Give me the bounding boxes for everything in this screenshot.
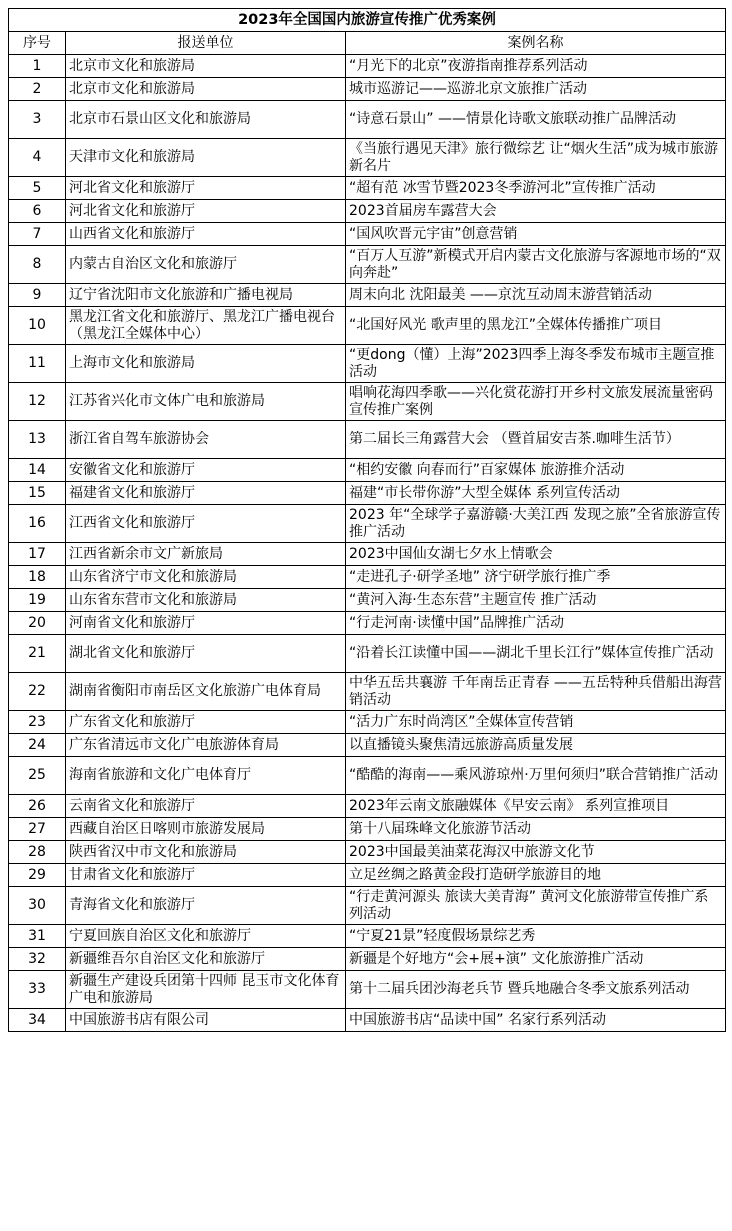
- row-case-name: 福建“市长带你游”大型全媒体 系列宣传活动: [346, 482, 726, 505]
- table-row: [9, 284, 726, 307]
- row-case-name: 2023中国仙女湖七夕水上情歌会: [346, 543, 726, 566]
- row-index: 2: [9, 78, 66, 101]
- row-index: 8: [9, 246, 66, 284]
- table-row: [9, 177, 726, 200]
- row-index: 3: [9, 101, 66, 139]
- row-case-name: 唱响花海四季歌——兴化赏花游打开乡村文旅发展流量密码宣传推广案例: [346, 383, 726, 421]
- row-case-name: 2023 年“全球学子嘉游赣·大美江西 发现之旅”全省旅游宣传推广活动: [346, 505, 726, 543]
- row-reporting-unit: 福建省文化和旅游厅: [66, 482, 346, 505]
- row-reporting-unit: 上海市文化和旅游局: [66, 345, 346, 383]
- row-reporting-unit: 天津市文化和旅游局: [66, 139, 346, 177]
- row-index: 17: [9, 543, 66, 566]
- row-index: 28: [9, 841, 66, 864]
- row-reporting-unit: 内蒙古自治区文化和旅游厅: [66, 246, 346, 284]
- row-index: 32: [9, 948, 66, 971]
- row-case-name: “月光下的北京”夜游指南推荐系列活动: [346, 55, 726, 78]
- column-header-unit: 报送单位: [66, 32, 346, 55]
- table-row: [9, 948, 726, 971]
- table-row: [9, 421, 726, 459]
- row-index: 18: [9, 566, 66, 589]
- table-row: [9, 841, 726, 864]
- row-case-name: 第十八届珠峰文化旅游节活动: [346, 818, 726, 841]
- row-index: 11: [9, 345, 66, 383]
- table-row: [9, 971, 726, 1009]
- table-title: 2023年全国国内旅游宣传推广优秀案例: [9, 9, 726, 32]
- row-case-name: “宁夏21景”轻度假场景综艺秀: [346, 925, 726, 948]
- row-case-name: “沿着长江读懂中国——湖北千里长江行”媒体宣传推广活动: [346, 635, 726, 673]
- row-reporting-unit: 广东省清远市文化广电旅游体育局: [66, 734, 346, 757]
- row-index: 22: [9, 673, 66, 711]
- row-case-name: 第十二届兵团沙海老兵节 暨兵地融合冬季文旅系列活动: [346, 971, 726, 1009]
- row-case-name: “国风吹晋元宇宙”创意营销: [346, 223, 726, 246]
- row-case-name: 中国旅游书店“品读中国” 名家行系列活动: [346, 1009, 726, 1032]
- row-index: 21: [9, 635, 66, 673]
- row-case-name: “百万人互游”新模式开启内蒙古文化旅游与客源地市场的“双向奔赴”: [346, 246, 726, 284]
- table-row: [9, 101, 726, 139]
- cases-table: [8, 8, 726, 1032]
- column-header-index: 序号: [9, 32, 66, 55]
- row-reporting-unit: 河南省文化和旅游厅: [66, 612, 346, 635]
- row-reporting-unit: 河北省文化和旅游厅: [66, 200, 346, 223]
- row-case-name: 《当旅行遇见天津》旅行微综艺 让“烟火生活”成为城市旅游新名片: [346, 139, 726, 177]
- row-index: 30: [9, 887, 66, 925]
- header-row: [9, 32, 726, 55]
- row-reporting-unit: 广东省文化和旅游厅: [66, 711, 346, 734]
- row-case-name: 第二届长三角露营大会 （暨首届安吉茶.咖啡生活节）: [346, 421, 726, 459]
- column-header-case: 案例名称: [346, 32, 726, 55]
- row-reporting-unit: 北京市文化和旅游局: [66, 78, 346, 101]
- row-case-name: 2023年云南文旅融媒体《早安云南》 系列宣推项目: [346, 795, 726, 818]
- row-index: 16: [9, 505, 66, 543]
- row-reporting-unit: 山西省文化和旅游厅: [66, 223, 346, 246]
- row-index: 5: [9, 177, 66, 200]
- row-index: 4: [9, 139, 66, 177]
- table-row: [9, 612, 726, 635]
- row-reporting-unit: 辽宁省沈阳市文化旅游和广播电视局: [66, 284, 346, 307]
- row-case-name: 城市巡游记——巡游北京文旅推广活动: [346, 78, 726, 101]
- row-reporting-unit: 山东省东营市文化和旅游局: [66, 589, 346, 612]
- row-reporting-unit: 北京市文化和旅游局: [66, 55, 346, 78]
- row-case-name: “更dong（懂）上海”2023四季上海冬季发布城市主题宣推活动: [346, 345, 726, 383]
- row-case-name: “行走河南·读懂中国”品牌推广活动: [346, 612, 726, 635]
- table-body: [9, 55, 726, 1032]
- row-case-name: “行走黄河源头 旅读大美青海” 黄河文化旅游带宣传推广系列活动: [346, 887, 726, 925]
- table-row: [9, 673, 726, 711]
- row-reporting-unit: 江西省文化和旅游厅: [66, 505, 346, 543]
- row-case-name: 新疆是个好地方“会+展+演” 文化旅游推广活动: [346, 948, 726, 971]
- row-reporting-unit: 山东省济宁市文化和旅游局: [66, 566, 346, 589]
- row-case-name: “北国好风光 歌声里的黑龙江”全媒体传播推广项目: [346, 307, 726, 345]
- row-reporting-unit: 陕西省汉中市文化和旅游局: [66, 841, 346, 864]
- table-row: [9, 78, 726, 101]
- row-reporting-unit: 浙江省自驾车旅游协会: [66, 421, 346, 459]
- table-row: [9, 139, 726, 177]
- table-row: [9, 307, 726, 345]
- table-row: [9, 55, 726, 78]
- table-row: [9, 864, 726, 887]
- row-case-name: “超有范 冰雪节暨2023冬季游河北”宣传推广活动: [346, 177, 726, 200]
- row-case-name: 周末向北 沈阳最美 ——京沈互动周末游营销活动: [346, 284, 726, 307]
- table-row: [9, 925, 726, 948]
- row-index: 26: [9, 795, 66, 818]
- table-row: [9, 505, 726, 543]
- row-index: 24: [9, 734, 66, 757]
- row-index: 14: [9, 459, 66, 482]
- table-row: [9, 459, 726, 482]
- row-case-name: “活力广东时尚湾区”全媒体宣传营销: [346, 711, 726, 734]
- row-case-name: “相约安徽 向春而行”百家媒体 旅游推介活动: [346, 459, 726, 482]
- row-index: 34: [9, 1009, 66, 1032]
- table-row: [9, 200, 726, 223]
- row-index: 31: [9, 925, 66, 948]
- row-reporting-unit: 宁夏回族自治区文化和旅游厅: [66, 925, 346, 948]
- row-index: 15: [9, 482, 66, 505]
- table-row: [9, 543, 726, 566]
- row-reporting-unit: 湖南省衡阳市南岳区文化旅游广电体育局: [66, 673, 346, 711]
- row-index: 27: [9, 818, 66, 841]
- row-index: 1: [9, 55, 66, 78]
- row-index: 33: [9, 971, 66, 1009]
- row-reporting-unit: 湖北省文化和旅游厅: [66, 635, 346, 673]
- row-reporting-unit: 江西省新余市文广新旅局: [66, 543, 346, 566]
- row-reporting-unit: 安徽省文化和旅游厅: [66, 459, 346, 482]
- row-reporting-unit: 青海省文化和旅游厅: [66, 887, 346, 925]
- row-reporting-unit: 中国旅游书店有限公司: [66, 1009, 346, 1032]
- row-case-name: 立足丝绸之路黄金段打造研学旅游目的地: [346, 864, 726, 887]
- row-index: 19: [9, 589, 66, 612]
- row-index: 25: [9, 757, 66, 795]
- row-case-name: 2023中国最美油菜花海汉中旅游文化节: [346, 841, 726, 864]
- row-case-name: “酷酷的海南——乘风游琼州·万里何须归”联合营销推广活动: [346, 757, 726, 795]
- table-row: [9, 734, 726, 757]
- table-row: [9, 818, 726, 841]
- row-index: 23: [9, 711, 66, 734]
- table-row: [9, 383, 726, 421]
- row-index: 29: [9, 864, 66, 887]
- row-index: 6: [9, 200, 66, 223]
- table-row: [9, 566, 726, 589]
- table-row: [9, 887, 726, 925]
- table-row: [9, 1009, 726, 1032]
- row-reporting-unit: 北京市石景山区文化和旅游局: [66, 101, 346, 139]
- row-index: 9: [9, 284, 66, 307]
- row-index: 20: [9, 612, 66, 635]
- row-reporting-unit: 云南省文化和旅游厅: [66, 795, 346, 818]
- row-reporting-unit: 西藏自治区日喀则市旅游发展局: [66, 818, 346, 841]
- table-row: [9, 345, 726, 383]
- table-row: [9, 711, 726, 734]
- row-case-name: 以直播镜头聚焦清远旅游高质量发展: [346, 734, 726, 757]
- row-case-name: 中华五岳共襄游 千年南岳正青春 ——五岳特种兵借船出海营销活动: [346, 673, 726, 711]
- row-reporting-unit: 河北省文化和旅游厅: [66, 177, 346, 200]
- row-reporting-unit: 江苏省兴化市文体广电和旅游局: [66, 383, 346, 421]
- row-reporting-unit: 甘肃省文化和旅游厅: [66, 864, 346, 887]
- row-index: 12: [9, 383, 66, 421]
- table-row: [9, 589, 726, 612]
- row-case-name: “诗意石景山” ——情景化诗歌文旅联动推广品牌活动: [346, 101, 726, 139]
- table-row: [9, 246, 726, 284]
- row-case-name: “黄河入海·生态东营”主题宣传 推广活动: [346, 589, 726, 612]
- table-row: [9, 757, 726, 795]
- table-row: [9, 223, 726, 246]
- row-index: 10: [9, 307, 66, 345]
- table-row: [9, 635, 726, 673]
- row-reporting-unit: 黑龙江省文化和旅游厅、黑龙江广播电视台（黑龙江全媒体中心）: [66, 307, 346, 345]
- table-row: [9, 482, 726, 505]
- table-row: [9, 795, 726, 818]
- row-reporting-unit: 新疆维吾尔自治区文化和旅游厅: [66, 948, 346, 971]
- row-reporting-unit: 新疆生产建设兵团第十四师 昆玉市文化体育广电和旅游局: [66, 971, 346, 1009]
- row-case-name: “走进孔子·研学圣地” 济宁研学旅行推广季: [346, 566, 726, 589]
- row-index: 13: [9, 421, 66, 459]
- row-index: 7: [9, 223, 66, 246]
- row-reporting-unit: 海南省旅游和文化广电体育厅: [66, 757, 346, 795]
- row-case-name: 2023首届房车露营大会: [346, 200, 726, 223]
